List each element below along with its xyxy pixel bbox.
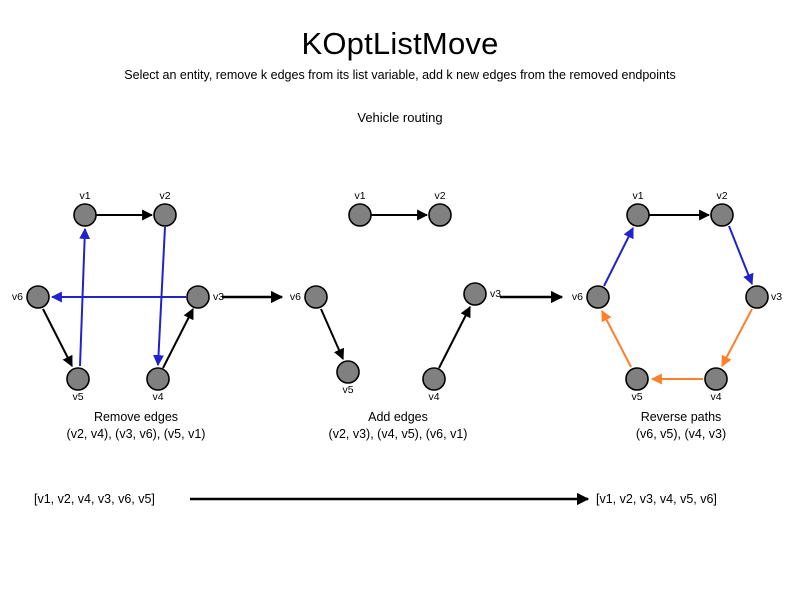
page-title: KOptListMove <box>301 26 499 61</box>
edge-v6-v5 <box>43 309 72 366</box>
panel-reverse <box>572 190 782 441</box>
node-label-v1: v1 <box>632 190 644 202</box>
node-label-v1: v1 <box>79 190 91 202</box>
node-v2 <box>711 204 733 226</box>
context-label: Vehicle routing <box>357 110 443 125</box>
node-label-v3: v3 <box>213 291 225 303</box>
node-v6 <box>587 286 609 308</box>
node-v6 <box>27 286 49 308</box>
panel-remove-caption-2: (v2, v4), (v3, v6), (v5, v1) <box>66 427 206 441</box>
node-v3 <box>187 286 209 308</box>
page-subtitle: Select an entity, remove k edges from its list variable, add k new edges from the removed endpoints <box>124 68 676 82</box>
panel-add-caption-2: (v2, v3), (v4, v5), (v6, v1) <box>328 427 468 441</box>
node-v5 <box>337 361 359 383</box>
sequence-before: [v1, v2, v4, v3, v6, v5] <box>34 492 155 506</box>
edge-v6-v1 <box>604 228 633 286</box>
panel-reverse-caption-2: (v6, v5), (v4, v3) <box>635 427 727 441</box>
node-v4 <box>705 368 727 390</box>
node-v5 <box>626 368 648 390</box>
node-v3 <box>464 283 486 305</box>
node-v6 <box>305 286 327 308</box>
edge-v5-v6 <box>602 311 631 367</box>
node-label-v3: v3 <box>771 291 783 303</box>
sequence-after: [v1, v2, v3, v4, v5, v6] <box>596 492 717 506</box>
node-label-v2: v2 <box>716 190 728 202</box>
panel-remove-caption-1: Remove edges <box>93 410 179 424</box>
sequence-row <box>34 492 717 506</box>
node-label-v5: v5 <box>72 391 84 403</box>
node-label-v6: v6 <box>571 291 583 303</box>
node-v4 <box>147 368 169 390</box>
node-label-v2: v2 <box>434 190 446 202</box>
node-v3 <box>746 286 768 308</box>
node-v2 <box>429 204 451 226</box>
node-label-v4: v4 <box>428 391 440 403</box>
edge-v3-v4 <box>722 309 752 366</box>
panel-remove <box>12 190 224 441</box>
node-v1 <box>627 204 649 226</box>
node-v5 <box>67 368 89 390</box>
node-label-v5: v5 <box>631 391 643 403</box>
node-label-v3: v3 <box>490 288 502 300</box>
node-v1 <box>349 204 371 226</box>
panel-reverse-caption-1: Reverse paths <box>640 410 722 424</box>
node-label-v2: v2 <box>159 190 171 202</box>
node-v4 <box>423 368 445 390</box>
node-v1 <box>74 204 96 226</box>
edge-v4-v3 <box>439 307 470 368</box>
node-label-v6: v6 <box>289 291 301 303</box>
panel-add <box>290 190 501 441</box>
edge-v6-v5 <box>321 309 343 359</box>
node-label-v1: v1 <box>354 190 366 202</box>
node-label-v4: v4 <box>152 391 164 403</box>
edge-v4-v3 <box>163 309 193 368</box>
edge-v2-v3 <box>729 226 752 284</box>
panel-add-caption-1: Add edges <box>368 410 428 424</box>
node-label-v6: v6 <box>11 291 23 303</box>
node-label-v4: v4 <box>710 391 722 403</box>
node-v2 <box>154 204 176 226</box>
node-label-v5: v5 <box>342 384 354 396</box>
